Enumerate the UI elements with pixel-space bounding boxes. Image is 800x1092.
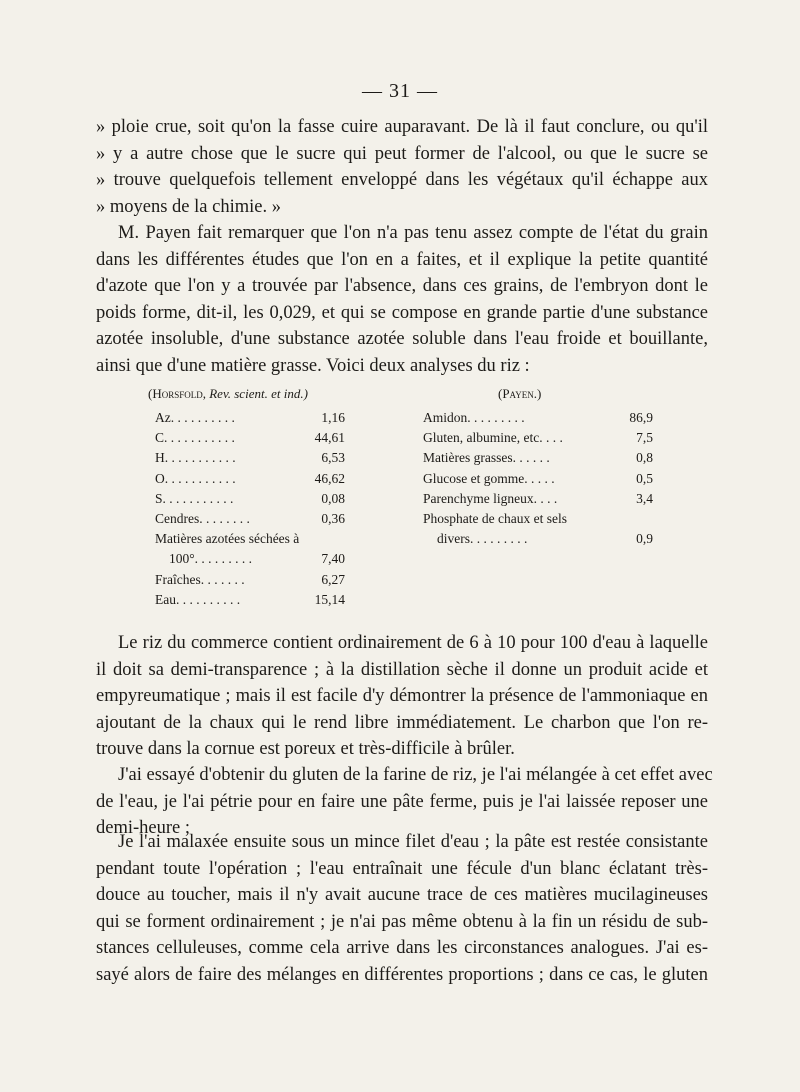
row-label: divers. . . . . . . . . [437,531,528,547]
table-row [155,592,345,612]
text-line: » y a autre chose que le sucre qui peut former de l'alcool, ou que le sucre se [96,143,708,164]
table-row [155,572,345,592]
text-line: » moyens de la chimie. » [96,196,281,217]
text-line: dans les différentes études que l'on en a faites, et il explique la petite quantité [96,249,708,270]
text-line: Je l'ai malaxée ensuite sous un mince filet d'eau ; la pâte est restée consistante [118,832,708,852]
table-row [155,471,345,491]
row-value: 46,62 [314,470,345,486]
row-value: 7,40 [321,551,345,567]
table-row [155,410,345,430]
text-line: azotée insoluble, d'une substance azotée soluble dans l'eau froide et bouillante, [96,329,708,349]
text-line: douce au toucher, mais il n'y avait aucune trace de ces matières mucilagineuses [96,885,708,905]
row-value: 0,8 [636,450,653,466]
paragraph-commerce [96,630,708,763]
text-line: il doit sa demi-transparence ; à la distillation sèche il donne un produit acide et [96,659,708,680]
row-label: Glucose et gomme. . . . . [423,470,555,486]
row-value: 3,4 [636,490,653,506]
table-row [423,430,653,450]
text-line: trouve dans la cornue est poreux et très-difficile à brûler. [96,739,515,759]
row-label: 100°. . . . . . . . . [169,551,253,567]
table-left-author: (Horsfold, [148,386,206,401]
text-line: de l'eau, je l'ai pétrie pour en faire une pâte ferme, puis je l'ai laissée reposer une [96,791,708,812]
text-line: qui se forment ordinairement ; je n'ai pas même obtenu à la fin un résidu de sub- [96,911,708,932]
text-line: empyreumatique ; mais il est facile d'y démontrer la présence de l'ammoniaque en [96,686,708,706]
row-value: 86,9 [629,410,653,425]
table-row [155,511,345,531]
table-row [423,491,653,511]
table-row [155,430,345,450]
row-value: 15,14 [314,591,345,607]
row-value [312,531,345,551]
table-row [423,450,653,470]
text-line: poids forme, dit-il, les 0,029, et qui se compose en grande partie d'une substance [96,302,708,323]
row-value [621,511,653,531]
table-right-header: (Payen.) [498,386,542,401]
row-value: 0,36 [321,510,345,526]
row-value: 44,61 [314,430,345,446]
text-line: » ploie crue, soit qu'on la fasse cuire auparavant. De là il faut conclure, ou qu'il [96,117,708,137]
row-label: Matières azotées séchées à [155,531,300,547]
table-row [423,531,653,551]
table-row [155,450,345,470]
row-label: Cendres. . . . . . . . [155,510,250,526]
row-value: 6,53 [321,450,345,466]
paragraph-payen [96,220,708,379]
text-line: Le riz du commerce contient ordinairement de 6 à 10 pour 100 d'eau à laquelle [118,633,708,653]
page-number: — 31 — [362,80,438,102]
row-label: Amidon. . . . . . . . . [423,410,525,425]
table-row [155,531,345,551]
row-label: Eau. . . . . . . . . . [155,591,241,607]
row-value: 0,5 [636,470,653,486]
table-row [423,471,653,491]
row-label: O. . . . . . . . . . . [155,470,236,486]
analysis-table-payen [423,410,653,551]
row-label: Parenchyme ligneux. . . . [423,490,558,506]
row-value: 0,9 [636,531,653,547]
row-label: Fraîches. . . . . . . [155,571,245,587]
table-row [423,511,653,531]
table-left-header [148,386,308,402]
row-label: S. . . . . . . . . . . [155,490,234,506]
text-line: J'ai essayé d'obtenir du gluten de la farine de riz, je l'ai mélangée à cet effet avec [118,765,713,785]
row-label: Matières grasses. . . . . . [423,450,550,466]
paragraph-malaxee [96,829,708,988]
row-value: 0,08 [321,490,345,506]
text-line: stances celluleuses, comme cela arrive dans les circonstances analogues. J'ai es- [96,938,708,958]
text-line: pendant toute l'opération ; l'eau entraînait une fécule d'un blanc éclatant très- [96,858,708,879]
text-line: sayé alors de faire des mélanges en différentes proportions ; dans ce cas, le gluten [96,964,708,985]
text-line: demi-heure ; [96,818,190,838]
row-value: 7,5 [636,430,653,446]
row-label: C. . . . . . . . . . . [155,430,235,446]
text-line: ainsi que d'une matière grasse. Voici deux analyses du riz : [96,355,530,376]
text-line: d'azote que l'on y a trouvée par l'absence, dans ces grains, de l'embryon dont le [96,276,708,296]
row-label: H. . . . . . . . . . . [155,450,236,466]
row-label: Az. . . . . . . . . . [155,410,235,425]
row-label: Gluten, albumine, etc. . . . [423,430,563,446]
table-row [155,551,345,571]
table-row [423,410,653,430]
paragraph-quote-end [96,114,708,220]
row-value: 6,27 [321,571,345,587]
text-line: M. Payen fait remarquer que l'on n'a pas tenu assez compte de l'état du grain [118,223,708,243]
row-value: 1,16 [321,410,345,425]
table-left-reference: Rev. scient. et ind.) [209,386,308,401]
analysis-table-horsfold [155,410,345,612]
table-row [155,491,345,511]
row-label: Phosphate de chaux et sels [423,510,567,526]
text-line: » trouve quelquefois tellement enveloppé dans les végétaux qu'il échappe aux [96,170,708,190]
text-line: ajoutant de la chaux qui le rend libre immédiatement. Le charbon que l'on re- [96,712,708,733]
